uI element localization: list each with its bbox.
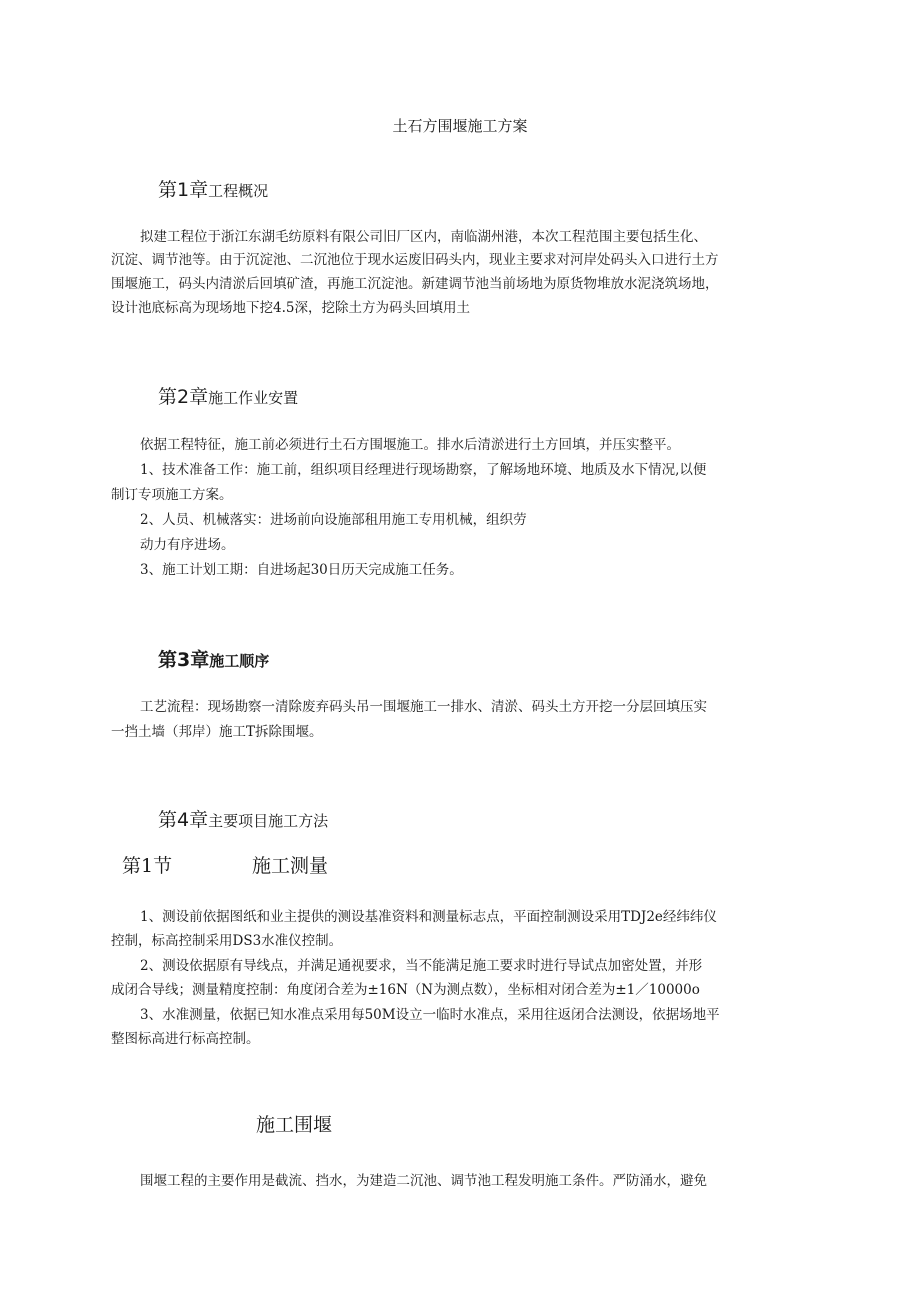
chapter-3-line-2: 一挡土墙（邦岸）施工T拆除围堰。 bbox=[111, 724, 323, 740]
chapter-4-title: 主要项目施工方法 bbox=[208, 812, 329, 830]
chapter-2-line-3: 制订专项施工方案。 bbox=[111, 487, 233, 503]
chapter-1-title: 工程概况 bbox=[208, 182, 269, 200]
chapter-3-line-1: 工艺流程：现场勘察一清除废弃码头吊一围堰施工一排水、清淤、码头土方开挖一分层回填压实 bbox=[140, 699, 707, 715]
chapter-2-line-1: 依据工程特征，施工前必须进行土石方围堰施工。排水后清淤进行土方回填，并压实整平。 bbox=[140, 437, 680, 453]
chapter-1-heading bbox=[158, 175, 268, 202]
chapter-1-line-1: 拟建工程位于浙江东湖毛纺原料有限公司旧厂区内，南临湖州港，本次工程范围主要包括生化、 bbox=[140, 229, 707, 245]
section-2-line-1: 围堰工程的主要作用是截流、挡水，为建造二沉池、调节池工程发明施工条件。严防涌水，避免 bbox=[140, 1173, 707, 1189]
section-1-title: 施工测量 bbox=[252, 855, 329, 877]
chapter-1-prefix: 第1章 bbox=[158, 179, 209, 201]
section-2-title: 施工围堰 bbox=[256, 1114, 333, 1136]
chapter-2-line-5: 动力有序进场。 bbox=[140, 537, 235, 553]
document-title: 土石方围堰施工方案 bbox=[392, 117, 528, 135]
section-1-line-1: 1、测设前依据图纸和业主提供的测设基准资料和测量标志点，平面控制测设采用TDJ2e经纬纬仪 bbox=[140, 909, 717, 925]
chapter-2-line-4: 2、人员、机械落实：进场前向设施部租用施工专用机械，组织劳 bbox=[140, 512, 527, 528]
section-1-line-3: 2、测设依据原有导线点，并满足通视要求，当不能满足施工要求时进行导试点加密处置，并形 bbox=[140, 958, 703, 974]
chapter-2-heading bbox=[158, 382, 298, 409]
section-1-label: 第1节 bbox=[122, 855, 173, 877]
section-1-line-5: 3、水准测量，依据已知水准点采用每50M设立一临时水准点，采用往返闭合法测设，依据场地平 bbox=[140, 1007, 720, 1023]
chapter-3-title: 施工顺序 bbox=[209, 652, 270, 670]
chapter-1-line-3: 围堰施工，码头内清淤后回填矿渣，再施工沉淀池。新建调节池当前场地为原货物堆放水泥浇筑场地， bbox=[111, 276, 719, 292]
chapter-4-heading bbox=[158, 805, 328, 832]
chapter-2-title: 施工作业安置 bbox=[208, 389, 299, 407]
chapter-3-prefix: 第3章 bbox=[158, 649, 210, 671]
chapter-2-prefix: 第2章 bbox=[158, 386, 209, 408]
chapter-1-line-2: 沉淀、调节池等。由于沉淀池、二沉池位于现水运废旧码头内，现业主要求对河岸处码头入口进行土方 bbox=[111, 252, 719, 268]
chapter-3-heading bbox=[158, 645, 269, 672]
chapter-2-line-2: 1、技术准备工作：施工前，组织项目经理进行现场勘察，了解场地环境、地质及水下情况,以便 bbox=[140, 462, 707, 478]
section-1-line-6: 整图标高进行标高控制。 bbox=[111, 1031, 260, 1047]
chapter-1-line-4: 设计池底标高为现场地下挖4.5深，挖除土方为码头回填用土 bbox=[111, 300, 470, 316]
chapter-2-line-6: 3、施工计划工期：自进场起30日历天完成施工任务。 bbox=[140, 562, 463, 578]
section-1-line-4: 成闭合导线；测量精度控制：角度闭合差为±16N（N为测点数），坐标相对闭合差为±1／10000o bbox=[111, 982, 700, 998]
section-1-line-2: 控制，标高控制采用DS3水准仪控制。 bbox=[111, 933, 343, 949]
chapter-4-prefix: 第4章 bbox=[158, 809, 209, 831]
